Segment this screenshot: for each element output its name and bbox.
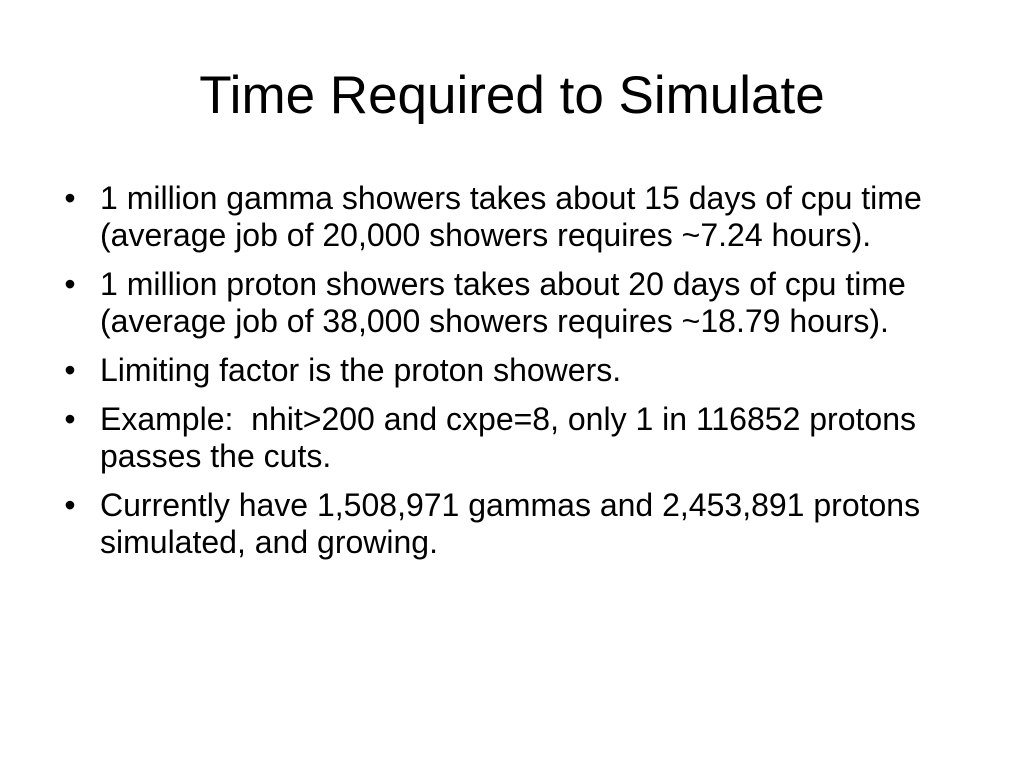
bullet-text: 1 million proton showers takes about 20 days of cpu time (average job of 38,000 showers requires ~18.79 hours). bbox=[100, 266, 906, 339]
bullet-text: 1 million gamma showers takes about 15 days of cpu time (average job of 20,000 showers requires ~7.24 hours). bbox=[100, 180, 922, 253]
bullet-text: Example: nhit>200 and cxpe=8, only 1 in 116852 protons passes the cuts. bbox=[100, 401, 916, 474]
bullet-dot: • bbox=[64, 487, 76, 523]
slide-title: Time Required to Simulate bbox=[199, 66, 825, 125]
bullet-dot: • bbox=[64, 352, 76, 388]
bullet-item-example-cuts bbox=[52, 401, 982, 475]
bullet-item-limiting-factor bbox=[52, 352, 982, 389]
bullet-dot: • bbox=[64, 401, 76, 437]
bullet-item-cpu-time-proton bbox=[52, 266, 982, 340]
bullet-list bbox=[52, 180, 982, 573]
bullet-text: Currently have 1,508,971 gammas and 2,453,891 protons simulated, and growing. bbox=[100, 487, 921, 560]
bullet-item-simulated-counts bbox=[52, 487, 982, 561]
bullet-item-cpu-time-gamma bbox=[52, 180, 982, 254]
bullet-dot: • bbox=[64, 266, 76, 302]
bullet-text: Limiting factor is the proton showers. bbox=[100, 352, 622, 388]
bullet-dot: • bbox=[64, 180, 76, 216]
